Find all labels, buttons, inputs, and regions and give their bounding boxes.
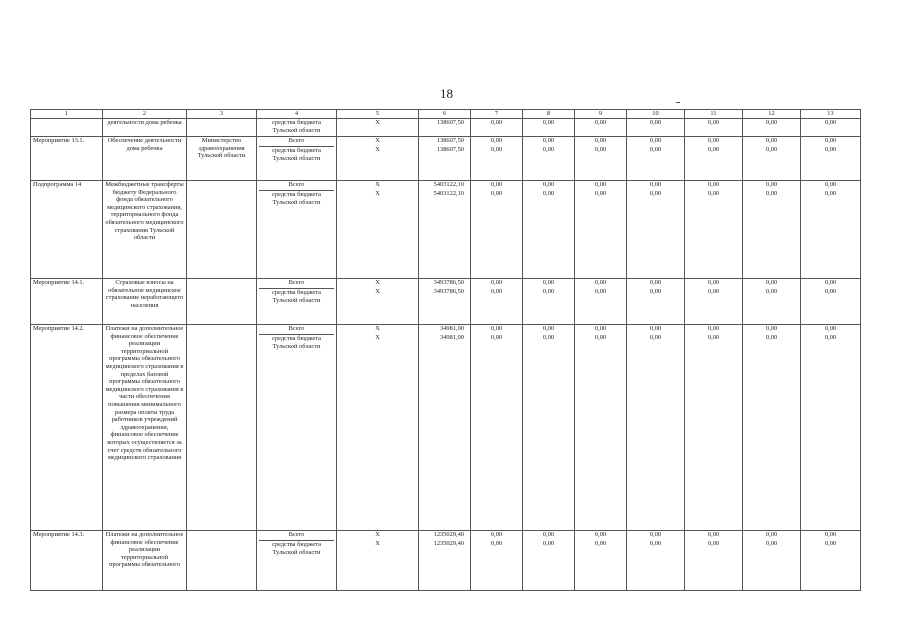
year-value: 0,00	[765, 540, 778, 547]
measure-cell	[31, 119, 103, 137]
year-value: 0,00	[649, 288, 662, 295]
year-value: 0,00	[707, 288, 720, 295]
source-label: Всего	[259, 279, 334, 289]
year-value-cell	[801, 531, 861, 591]
year-value: 0,00	[542, 540, 555, 547]
table-row	[31, 137, 861, 181]
year-value-cell	[471, 531, 523, 591]
column-header: 3	[187, 110, 257, 119]
year-value-cell	[575, 119, 627, 137]
year-value: 0,00	[490, 279, 503, 286]
executor-cell	[187, 279, 257, 325]
year-value-cell	[575, 279, 627, 325]
year-value-cell	[801, 137, 861, 181]
year-value: 0,00	[490, 181, 503, 188]
year-value-cell	[685, 119, 743, 137]
year-value: 0,00	[707, 540, 720, 547]
year-value-cell	[575, 137, 627, 181]
year-value: 0,00	[490, 119, 503, 126]
year-value: 0,00	[542, 531, 555, 538]
column-header: 9	[575, 110, 627, 119]
year-value: 0,00	[707, 190, 720, 197]
description-cell: Платежи на дополнительное финансовое обеспечение реализации территориальной программы обязательного	[103, 531, 187, 591]
year-value: 0,00	[649, 531, 662, 538]
table-row	[31, 181, 861, 279]
year-value: 0,00	[824, 119, 837, 126]
total-cell	[419, 137, 471, 181]
year-value: 0,00	[707, 119, 720, 126]
total-value: 3493786,50	[433, 288, 464, 295]
year-value: 0,00	[707, 279, 720, 286]
measure-cell: Мероприятие 14.3.	[31, 531, 103, 591]
year-value-cell	[743, 181, 801, 279]
year-value: 0,00	[707, 325, 720, 332]
column-header: 8	[523, 110, 575, 119]
x-mark: Х	[375, 279, 380, 286]
table-row	[31, 279, 861, 325]
year-value-cell	[743, 325, 801, 531]
total-value: 138607,50	[436, 146, 464, 153]
total-value: 5403122,10	[433, 181, 464, 188]
year-value-cell	[685, 181, 743, 279]
source-label: средства бюджета Тульской области	[272, 119, 321, 134]
year-value: 0,00	[765, 325, 778, 332]
year-value: 0,00	[542, 288, 555, 295]
year-value: 0,00	[765, 288, 778, 295]
year-value-cell	[685, 531, 743, 591]
year-value-cell	[471, 137, 523, 181]
year-value: 0,00	[542, 279, 555, 286]
source-label: Всего	[259, 531, 334, 541]
column-header: 6	[419, 110, 471, 119]
measure-cell: Мероприятие 14.1.	[31, 279, 103, 325]
x-mark: Х	[375, 190, 380, 197]
year-value-cell	[627, 279, 685, 325]
year-value-cell	[523, 325, 575, 531]
column-header: 12	[743, 110, 801, 119]
year-value-cell	[523, 181, 575, 279]
year-value-cell	[685, 137, 743, 181]
table-row	[31, 531, 861, 591]
year-value: 0,00	[542, 119, 555, 126]
year-value-cell	[743, 279, 801, 325]
year-value-cell	[801, 325, 861, 531]
year-value: 0,00	[707, 137, 720, 144]
source-label: Всего	[259, 181, 334, 191]
year-value: 0,00	[765, 181, 778, 188]
year-value: 0,00	[490, 325, 503, 332]
x-cell	[337, 531, 419, 591]
column-header: 4	[257, 110, 337, 119]
year-value-cell	[685, 325, 743, 531]
year-value: 0,00	[490, 334, 503, 341]
year-value: 0,00	[649, 137, 662, 144]
year-value: 0,00	[649, 279, 662, 286]
budget-table	[30, 109, 861, 591]
total-value: 138607,50	[436, 119, 464, 126]
year-value: 0,00	[824, 325, 837, 332]
source-label: средства бюджета Тульской области	[272, 289, 321, 304]
source-cell	[257, 181, 337, 279]
source-label: средства бюджета Тульской области	[272, 335, 321, 350]
year-value: 0,00	[594, 288, 607, 295]
column-header: 2	[103, 110, 187, 119]
year-value: 0,00	[765, 190, 778, 197]
x-mark: Х	[375, 540, 380, 547]
year-value: 0,00	[542, 325, 555, 332]
source-cell	[257, 119, 337, 137]
column-header: 13	[801, 110, 861, 119]
year-value: 0,00	[594, 334, 607, 341]
year-value-cell	[471, 325, 523, 531]
source-label: средства бюджета Тульской области	[272, 191, 321, 206]
year-value: 0,00	[824, 531, 837, 538]
source-cell	[257, 531, 337, 591]
year-value: 0,00	[824, 190, 837, 197]
year-value-cell	[575, 325, 627, 531]
x-mark: Х	[375, 137, 380, 144]
total-cell	[419, 119, 471, 137]
year-value-cell	[627, 531, 685, 591]
x-mark: Х	[375, 288, 380, 295]
source-cell	[257, 325, 337, 531]
year-value: 0,00	[765, 119, 778, 126]
total-value: 34981,00	[440, 325, 464, 332]
executor-cell	[187, 325, 257, 531]
year-value-cell	[801, 119, 861, 137]
year-value-cell	[627, 119, 685, 137]
year-value: 0,00	[594, 181, 607, 188]
executor-cell	[187, 119, 257, 137]
total-value: 138607,50	[436, 137, 464, 144]
year-value: 0,00	[649, 181, 662, 188]
year-value-cell	[627, 137, 685, 181]
description-cell: деятельности дома ребенка	[103, 119, 187, 137]
year-value: 0,00	[824, 181, 837, 188]
year-value-cell	[523, 119, 575, 137]
year-value: 0,00	[594, 279, 607, 286]
year-value: 0,00	[542, 181, 555, 188]
year-value-cell	[627, 325, 685, 531]
x-mark: Х	[375, 119, 380, 126]
source-label: средства бюджета Тульской области	[272, 147, 321, 162]
measure-cell: Мероприятие 14.2.	[31, 325, 103, 531]
column-header: 1	[31, 110, 103, 119]
year-value: 0,00	[542, 137, 555, 144]
year-value: 0,00	[594, 325, 607, 332]
year-value: 0,00	[490, 531, 503, 538]
year-value: 0,00	[765, 531, 778, 538]
year-value-cell	[471, 279, 523, 325]
year-value-cell	[471, 181, 523, 279]
year-value: 0,00	[824, 137, 837, 144]
total-value: 3493786,50	[433, 279, 464, 286]
year-value: 0,00	[542, 146, 555, 153]
year-value: 0,00	[490, 190, 503, 197]
page-number: 18	[440, 86, 453, 101]
year-value-cell	[743, 531, 801, 591]
x-mark: Х	[375, 325, 380, 332]
source-label: средства бюджета Тульской области	[272, 541, 321, 556]
x-mark: Х	[375, 334, 380, 341]
x-mark: Х	[375, 531, 380, 538]
column-header: 5	[337, 110, 419, 119]
column-number-row	[31, 110, 861, 119]
year-value: 0,00	[824, 288, 837, 295]
executor-cell: Министерство здравоохранения Тульской области	[187, 137, 257, 181]
executor-cell	[187, 181, 257, 279]
total-value: 5403122,10	[433, 190, 464, 197]
year-value: 0,00	[649, 325, 662, 332]
year-value-cell	[627, 181, 685, 279]
total-cell	[419, 181, 471, 279]
year-value: 0,00	[824, 540, 837, 547]
x-mark: Х	[375, 181, 380, 188]
total-cell	[419, 279, 471, 325]
year-value: 0,00	[649, 146, 662, 153]
year-value: 0,00	[490, 137, 503, 144]
source-label: Всего	[259, 325, 334, 335]
year-value-cell	[523, 137, 575, 181]
year-value: 0,00	[490, 288, 503, 295]
year-value: 0,00	[707, 146, 720, 153]
year-value-cell	[801, 181, 861, 279]
year-value: 0,00	[594, 119, 607, 126]
scan-mark	[676, 102, 680, 103]
table-row	[31, 325, 861, 531]
year-value: 0,00	[649, 540, 662, 547]
x-cell	[337, 119, 419, 137]
year-value: 0,00	[649, 190, 662, 197]
total-cell	[419, 531, 471, 591]
year-value: 0,00	[490, 146, 503, 153]
year-value: 0,00	[765, 279, 778, 286]
year-value-cell	[471, 119, 523, 137]
total-value: 1235029,40	[433, 531, 464, 538]
x-mark: Х	[375, 146, 380, 153]
source-cell	[257, 137, 337, 181]
description-cell: Платежи на дополнительное финансовое обеспечение реализации территориальной программы обязательного медицинского страхования в пределах базовой программы обязательного медицинского страхования в части обеспечения повышения минимального размера оплаты труда работников учреждений здравоохранения, финансовое обеспечение которых осуществляется за счет средств обязательного медицинского страхования	[103, 325, 187, 531]
year-value: 0,00	[594, 137, 607, 144]
year-value-cell	[575, 531, 627, 591]
year-value: 0,00	[594, 190, 607, 197]
description-cell: Страховые взносы на обязательное медицинское страхование неработающего населения	[103, 279, 187, 325]
total-value: 34981,00	[440, 334, 464, 341]
x-cell	[337, 279, 419, 325]
column-header: 7	[471, 110, 523, 119]
year-value: 0,00	[594, 531, 607, 538]
column-header: 11	[685, 110, 743, 119]
x-cell	[337, 137, 419, 181]
source-cell	[257, 279, 337, 325]
year-value: 0,00	[824, 146, 837, 153]
measure-cell: Мероприятие 13.1.	[31, 137, 103, 181]
year-value: 0,00	[594, 540, 607, 547]
executor-cell	[187, 531, 257, 591]
year-value-cell	[523, 531, 575, 591]
column-header: 10	[627, 110, 685, 119]
year-value: 0,00	[707, 181, 720, 188]
year-value: 0,00	[542, 190, 555, 197]
x-cell	[337, 181, 419, 279]
year-value: 0,00	[649, 119, 662, 126]
total-cell	[419, 325, 471, 531]
year-value: 0,00	[707, 334, 720, 341]
year-value-cell	[743, 119, 801, 137]
source-label: Всего	[259, 137, 334, 147]
year-value: 0,00	[765, 137, 778, 144]
year-value-cell	[685, 279, 743, 325]
year-value: 0,00	[490, 540, 503, 547]
measure-cell: Подпрограмма 14	[31, 181, 103, 279]
total-value: 1235029,40	[433, 540, 464, 547]
table-row	[31, 119, 861, 137]
year-value: 0,00	[707, 531, 720, 538]
year-value-cell	[743, 137, 801, 181]
year-value: 0,00	[542, 334, 555, 341]
year-value: 0,00	[594, 146, 607, 153]
year-value: 0,00	[765, 334, 778, 341]
year-value-cell	[523, 279, 575, 325]
year-value: 0,00	[824, 279, 837, 286]
year-value: 0,00	[824, 334, 837, 341]
year-value: 0,00	[649, 334, 662, 341]
x-cell	[337, 325, 419, 531]
description-cell: Межбюджетные трансферты бюджету Федерального фонда обязательного медицинского страхования, территориального фонда обязательного медицинского страхования Тульской области	[103, 181, 187, 279]
description-cell: Обеспечение деятельности дома ребенка	[103, 137, 187, 181]
year-value-cell	[575, 181, 627, 279]
year-value-cell	[801, 279, 861, 325]
year-value: 0,00	[765, 146, 778, 153]
